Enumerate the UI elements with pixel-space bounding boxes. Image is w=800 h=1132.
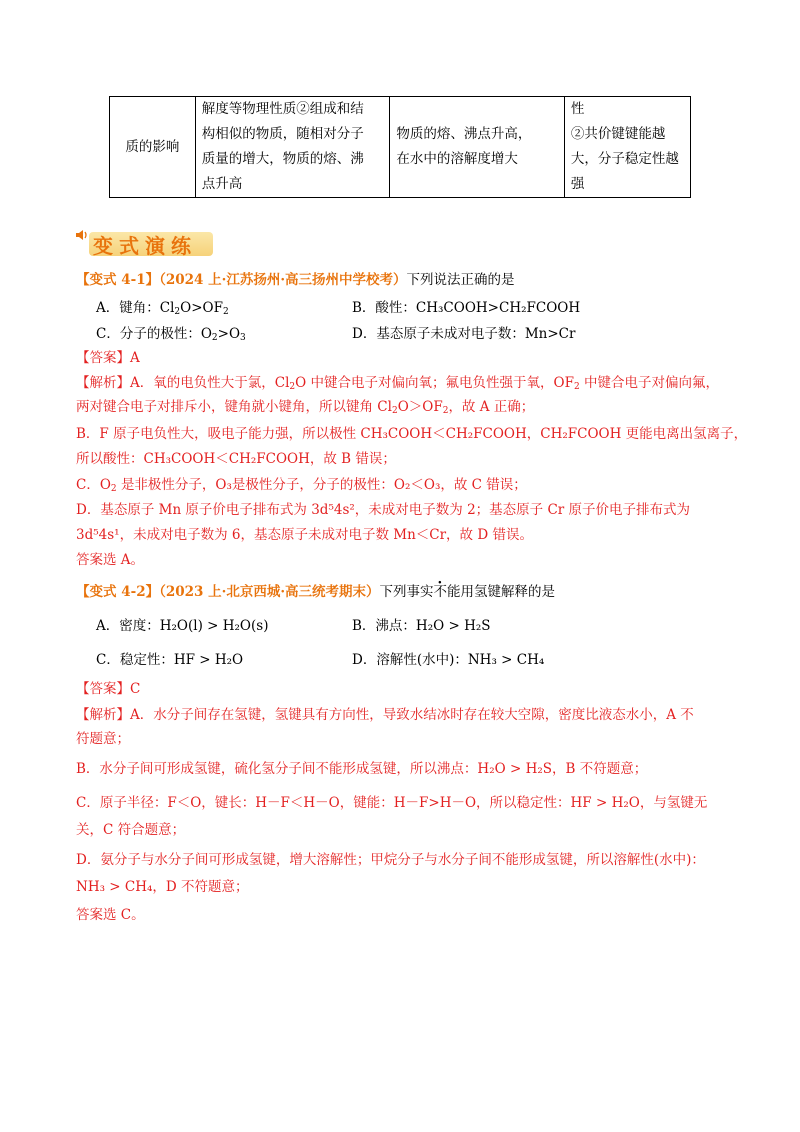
q2-explanation-d: D．氨分子与水分子间可形成氢键，增大溶解性；甲烷分子与水分子间不能形成氢键，所以溶解性(水中)： (76, 852, 705, 868)
q2-option-b: B．沸点：H₂O > H₂S (352, 618, 491, 634)
section-banner (75, 226, 225, 262)
q2-option-d: D．溶解性(水中)：NH₃ > CH₄ (352, 652, 545, 668)
q1-option-c: C．分子的极性：$O_2>O_3$ (96, 326, 246, 343)
q1-conclusion: 答案选 A。 (76, 552, 145, 568)
q1-explanation-d: D．基态原子 Mn 原子价电子排布式为 3d⁵4s²，未成对电子数为 2；基态原子 Cr 原子价电子排布式为 (76, 502, 691, 518)
q2-explanation-c-cont: 关，C 符合题意； (76, 822, 186, 838)
table-row-label: 质的影响 (110, 97, 196, 198)
q1-explanation-a-cont: 两对键合电子对排斥小，键角就小键角，所以键角 $Cl_2O>OF_2$，故 A 正确； (76, 399, 535, 416)
q2-option-c: C．稳定性：HF > H₂O (96, 652, 244, 668)
speaker-icon (75, 228, 89, 242)
q2-explanation-c: C．原子半径：F＜O，键长：H－F＜H－O，键能：H－F>H－O，所以稳定性：HF > H₂O，与氢键无 (76, 795, 708, 811)
q1-explanation-c: C．$O_2$ 是非极性分子，O₃是极性分子，分子的极性：O₂＜O₃，故 C 错误； (76, 477, 527, 494)
q1-answer: 【答案】A (76, 350, 140, 366)
q1-option-d: D．基态原子未成对电子数：Mn>Cr (352, 326, 576, 342)
q1-option-a: A．键角：$Cl_2O>OF_2$ (96, 300, 229, 317)
q2-answer: 【答案】C (76, 681, 141, 697)
q1-explanation-b: B．F 原子电负性大，吸电子能力强，所以极性 CH₃COOH＜CH₂FCOOH，CH₂FCOOH 更能电离出氢离子， (76, 426, 748, 442)
question-4-1-stem: 【变式 4-1】（2024 上·江苏扬州·高三扬州中学校考）下列说法正确的是 (76, 272, 515, 288)
q2-explanation-a-cont: 符题意； (76, 731, 130, 747)
question-4-2-stem: 【变式 4-2】（2023 上·北京西城·高三统考期末）下列事实不能用氢键解释的是 (76, 584, 556, 600)
q1-explanation-a: 【解析】A．氧的电负性大于氯，$Cl_2O$ 中键合电子对偏向氧；氟电负性强于氧，$OF_2$ 中键合电子对偏向氟， (76, 375, 719, 392)
q2-option-a: A．密度：H₂O(l) > H₂O(s) (96, 618, 269, 634)
table-cell-col4: 性 ②共价键键能越 大，分子稳定性越 强 (564, 97, 690, 198)
q1-explanation-d-cont: 3d⁵4s¹，未成对电子数为 6，基态原子未成对电子数 Mn＜Cr，故 D 错误。 (76, 527, 533, 543)
property-table (109, 96, 691, 198)
table-cell-col3: 物质的熔、沸点升高， 在水中的溶解度增大 (390, 97, 565, 198)
q2-explanation-a: 【解析】A．水分子间存在氢键，氢键具有方向性，导致水结冰时存在较大空隙，密度比液态水小，A 不 (76, 707, 694, 723)
q2-explanation-d-cont: NH₃ > CH₄，D 不符题意； (76, 879, 249, 895)
table-cell-col2: 解度等物理性质②组成和结 构相似的物质，随相对分子 质量的增大，物质的熔、沸 点升高 (195, 97, 390, 198)
q1-option-b: B．酸性：CH₃COOH>CH₂FCOOH (352, 300, 581, 316)
q2-explanation-b: B．水分子间可形成氢键，硫化氢分子间不能形成氢键，所以沸点：H₂O > H₂S，B 不符题意； (76, 761, 648, 777)
banner-title: 变式演练 (93, 234, 197, 258)
q2-conclusion: 答案选 C。 (76, 907, 145, 923)
q1-explanation-b-cont: 所以酸性：CH₃COOH＜CH₂FCOOH，故 B 错误； (76, 451, 396, 467)
